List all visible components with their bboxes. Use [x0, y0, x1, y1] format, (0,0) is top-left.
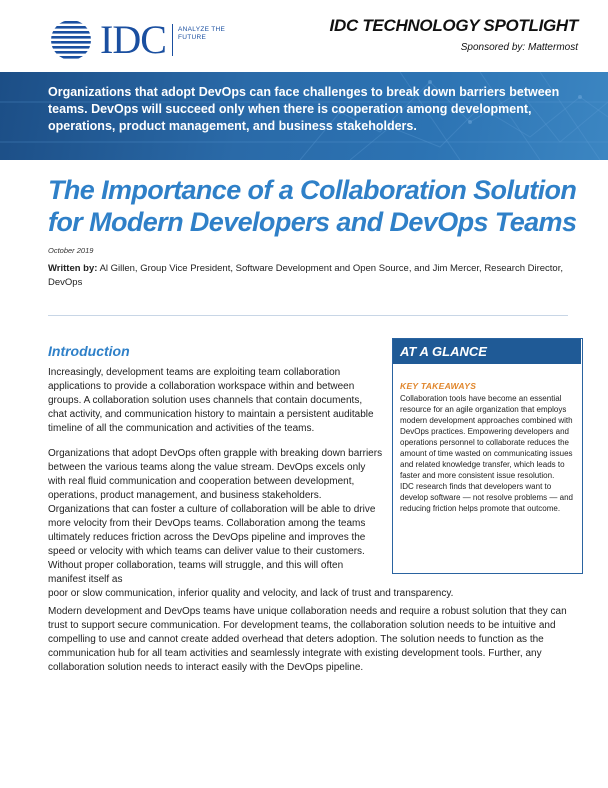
globe-icon — [48, 18, 94, 62]
publication-date: October 2019 — [48, 246, 94, 255]
banner-text: Organizations that adopt DevOps can face challenges to break down barriers between teams. DevOps will succeed only when there is cooperation among development, operations, product management, and business stakeholders. — [48, 85, 560, 133]
takeaway-paragraph-2: IDC research finds that developers want to develop software — not resolve problems — and reducing friction helps promote that outcome. — [400, 482, 573, 513]
sponsor-line: Sponsored by: Mattermost — [460, 42, 578, 53]
section-divider — [48, 315, 568, 316]
logo-tagline: ANALYZE THE FUTURE — [178, 26, 226, 41]
glance-heading: AT A GLANCE — [393, 339, 581, 364]
key-takeaways-heading: KEY TAKEAWAYS — [400, 381, 477, 391]
page-title: The Importance of a Collaboration Solution for Modern Developers and DevOps Teams — [48, 175, 577, 237]
author-label: Written by: — [48, 263, 98, 274]
logo-divider — [172, 24, 173, 56]
key-takeaways-body — [400, 393, 578, 514]
at-a-glance-sidebar — [392, 338, 583, 574]
logo-wordmark: IDC — [100, 17, 166, 62]
summary-banner — [0, 72, 608, 160]
page-header — [0, 0, 608, 80]
intro-paragraph-1: Increasingly, development teams are exploiting team collaboration applications to provide a collaboration workspace within and between groups. A collaboration solution uses channels that contain documents, chat activity, and communication history to maintain a persistent auditable timeline of all the communication and activities of the teams. — [48, 367, 374, 434]
idc-logo — [48, 18, 238, 62]
author-line — [48, 262, 568, 290]
introduction-heading: Introduction — [48, 343, 130, 359]
author-names: Al Gillen, Group Vice President, Software Development and Open Source, and Jim Mercer, Research Director, DevOps — [48, 263, 563, 288]
intro-paragraph-2-end: poor or slow communication, inferior quality and velocity, and lack of trust and transparency. — [48, 588, 454, 599]
report-type: IDC TECHNOLOGY SPOTLIGHT — [329, 16, 578, 35]
intro-paragraph-3: Modern development and DevOps teams have unique collaboration needs and require a robust solution that they can trust to support secure communication. For development teams, the collaboration solution needs to be intuitive and compelling to use and cannot create added overhead that deters adoption. The solution needs to function as the communication hub for all team activities and seamlessly integrate with existing development tools. Further, any collaboration solution needs to interact easily with the DevOps pipeline. — [48, 606, 567, 673]
takeaway-paragraph-1: Collaboration tools have become an essential resource for an agile organization that employs modern development approaches combined with DevOps practices. Empowering developers and operations personnel to collaborate reduces the amount of time wasted on communicating issues and related knowledge transfer, which leads to faster and more consistent issue resolution. — [400, 394, 573, 480]
intro-paragraph-2-main: Organizations that adopt DevOps often grapple with breaking down barriers between the various teams along the value stream. DevOps excels only with real fluid communication and cooperation between development, operations, product management, and business stakeholders. Organizations that can foster a culture of collaboration will be able to drive more velocity from their DevOps teams. Collaboration among the teams ultimately reduces friction across the DevOps pipeline and improves the speed or velocity with which teams can deliver value to their customers. Without proper collaboration, teams will struggle, and this will often manifest itself as — [48, 448, 383, 585]
